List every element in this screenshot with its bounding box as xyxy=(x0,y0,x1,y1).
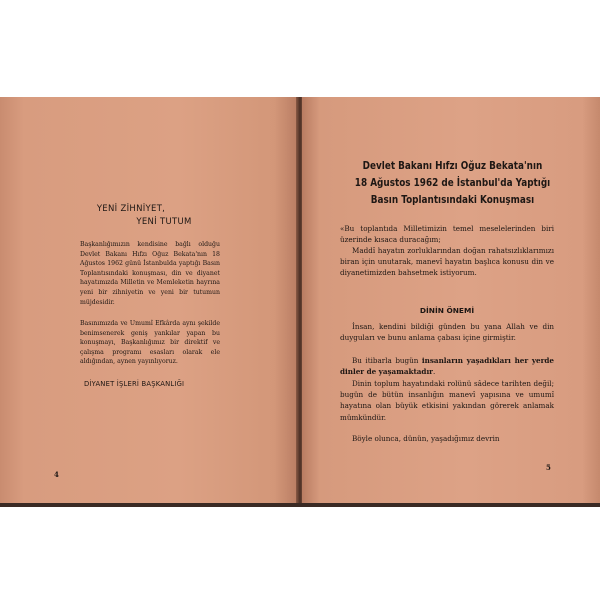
title-line-2: 18 Ağustos 1962 de İstanbul'da Yaptığı xyxy=(354,176,551,189)
left-page xyxy=(0,97,298,507)
heading-line-2: YENİ TUTUM xyxy=(136,217,192,227)
heading-line-1: YENİ ZİHNİYET, xyxy=(96,204,166,214)
right-page xyxy=(302,97,600,507)
section-heading: DİNİN ÖNEMİ xyxy=(419,306,475,315)
right-paragraph-6: Böyle olunca, dünün, yaşadığımız devrin xyxy=(352,434,500,443)
page-number-right: 5 xyxy=(546,463,551,472)
book-spread xyxy=(0,97,600,507)
left-paragraph-1: Başkanlığımızın kendisine bağlı olduğu Devlet Bakanı Hıfzı Oğuz Bekata'nın 18 Ağustos 1962 günü İstanbulda yaptığı Basın Toplantısındaki konuşması, din ve diyanet hayatımızda Milletin ve Memleketin hayrına yeni bir zihniyetin ve yeni bir tutumun müjdesidir. xyxy=(80,241,220,306)
right-paragraph-3: İnsan, kendini bildiği günden bu yana Allah ve din duyguları ve bunu anlama çabası içine girmiştir. xyxy=(340,322,554,343)
left-paragraph-2: Basınımızda ve Umumî Efkârda aynı şekilde benimsenerek geniş yankılar yapan bu konuşmayı, Başkanlığımız bir direktif ve çalışma programı esasları olarak ele aldığından, aynen yayınlıyoruz. xyxy=(80,320,220,366)
speech-title xyxy=(352,157,553,208)
spread-bottom-edge xyxy=(0,503,600,507)
left-page-heading xyxy=(50,203,250,229)
page-number-left: 4 xyxy=(54,470,59,479)
paragraph-4-start: Bu itibarla bugün xyxy=(352,356,422,365)
right-paragraph-1: «Bu toplantıda Milletimizin temel meselelerinden biri üzerinde kısaca duracağım; xyxy=(340,224,554,245)
right-paragraph-4 xyxy=(340,355,554,377)
right-paragraph-2: Maddî hayatın zorluklarından doğan rahatsızlıklarımızı biran için unutarak, manevî hayatın başlıca konusu din ve diyanetimizden bahsetmek istiyorum. xyxy=(340,246,554,278)
title-line-1: Devlet Bakanı Hıfzı Oğuz Bekata'nın xyxy=(362,159,543,172)
signature: DİYANET İŞLERİ BAŞKANLIĞI xyxy=(84,380,185,388)
title-line-3: Basın Toplantısındaki Konuşması xyxy=(370,193,535,206)
paragraph-4-end: . xyxy=(432,367,436,377)
right-paragraph-5: Dinin toplum hayatındaki rolünü sâdece tarihten değil; bugün de bütün insanlığın manevî yapısına ve umumî hayatına olan büyük etkisini yakından görerek anlamak mümkündür. xyxy=(340,379,554,422)
paragraph-4-emphasis: insanların yaşadıkları her yerde dinler de yaşamaktadır xyxy=(340,356,555,377)
